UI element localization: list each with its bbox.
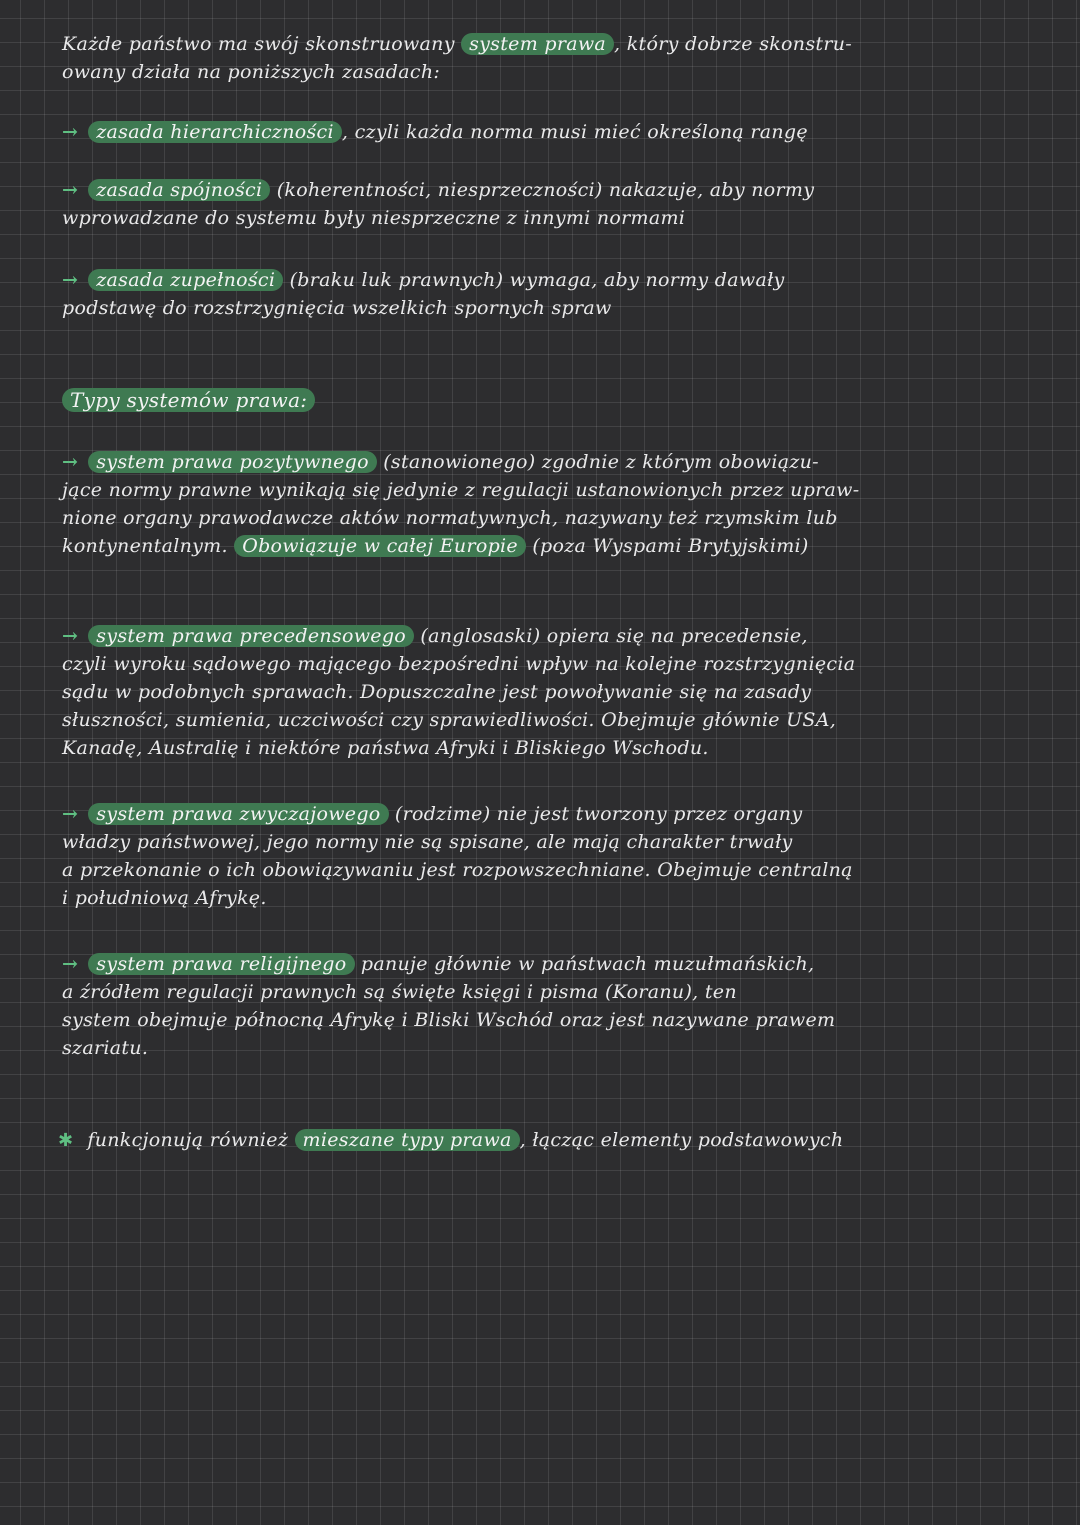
type-precedent-law xyxy=(62,622,1042,762)
note-text: funkcjonują również xyxy=(87,1129,289,1151)
highlight-principle: zasada spójności xyxy=(88,179,270,201)
type-text: panuje głównie w państwach muzułmańskich, xyxy=(354,953,815,975)
highlight-type: system prawa pozytywnego xyxy=(88,451,377,473)
intro-text: Każde państwo ma swój skonstruowany xyxy=(62,33,455,55)
type-text: i południową Afrykę. xyxy=(62,887,267,909)
arrow-icon: → xyxy=(62,451,79,473)
arrow-icon: → xyxy=(62,179,79,201)
types-heading-block xyxy=(62,386,1042,414)
principle-text: (koherentności, niesprzeczności) nakazuje, aby normy xyxy=(270,179,815,201)
intro-line-2: owany działa na poniższych zasadach: xyxy=(62,61,441,83)
type-text: jące normy prawne wynikają się jedynie z regulacji ustanowionych przez upraw- xyxy=(62,479,860,501)
asterisk-icon: ✱ xyxy=(58,1130,74,1151)
type-customary-law xyxy=(62,800,1042,912)
mixed-types-note xyxy=(58,1126,1038,1155)
type-text: a przekonanie o ich obowiązywaniu jest rozpowszechniane. Obejmuje centralną xyxy=(62,859,853,881)
type-text: nione organy prawodawcze aktów normatywnych, nazywany też rzymskim lub xyxy=(62,507,838,529)
highlight-type: system prawa precedensowego xyxy=(88,625,414,647)
type-text: Kanadę, Australię i niektóre państwa Afryki i Bliskiego Wschodu. xyxy=(62,737,709,759)
highlight-type: system prawa religijnego xyxy=(88,953,354,975)
type-text: kontynentalnym. xyxy=(62,535,228,557)
type-text: słuszności, sumienia, uczciwości czy sprawiedliwości. Obejmuje głównie USA, xyxy=(62,709,837,731)
principle-coherence xyxy=(62,176,1042,232)
intro-paragraph xyxy=(62,30,1042,86)
highlight-mixed-types: mieszane typy prawa xyxy=(295,1129,520,1151)
type-text: (stanowionego) zgodnie z którym obowiązu- xyxy=(376,451,819,473)
type-text: (poza Wyspami Brytyjskimi) xyxy=(525,535,809,557)
principle-hierarchy xyxy=(62,118,1042,146)
intro-text-cont: , który dobrze skonstru- xyxy=(614,33,852,55)
type-text: (rodzime) nie jest tworzony przez organy xyxy=(388,803,803,825)
principle-text: (braku luk prawnych) wymaga, aby normy dawały xyxy=(283,269,785,291)
arrow-icon: → xyxy=(62,121,79,143)
type-text: system obejmuje północną Afrykę i Bliski Wschód oraz jest nazywane prawem xyxy=(62,1009,836,1031)
arrow-icon: → xyxy=(62,269,79,291)
principle-text-cont: wprowadzane do systemu były niesprzeczne z innymi normami xyxy=(62,207,686,229)
highlight-principle: zasada zupełności xyxy=(88,269,283,291)
type-text: sądu w podobnych sprawach. Dopuszczalne jest powoływanie się na zasady xyxy=(62,681,812,703)
type-text: (anglosaski) opiera się na precedensie, xyxy=(414,625,808,647)
highlight-principle: zasada hierarchiczności xyxy=(88,121,342,143)
intro-line-1 xyxy=(62,30,1042,58)
type-positive-law xyxy=(62,448,1042,560)
principle-completeness xyxy=(62,266,1042,322)
type-text: czyli wyroku sądowego mającego bezpośredni wpływ na kolejne rozstrzygnięcia xyxy=(62,653,856,675)
highlight-type: system prawa zwyczajowego xyxy=(88,803,388,825)
principle-text-cont: podstawę do rozstrzygnięcia wszelkich spornych spraw xyxy=(62,297,612,319)
highlight-system-prawa: system prawa xyxy=(461,33,614,55)
note-text-cont: , łącząc elementy podstawowych xyxy=(519,1129,844,1151)
principle-text: , czyli każda norma musi mieć określoną rangę xyxy=(341,121,808,143)
arrow-icon: → xyxy=(62,625,79,647)
types-heading: Typy systemów prawa: xyxy=(62,388,315,412)
arrow-icon: → xyxy=(62,803,79,825)
type-text: władzy państwowej, jego normy nie są spisane, ale mają charakter trwały xyxy=(62,831,793,853)
arrow-icon: → xyxy=(62,953,79,975)
highlight-scope: Obowiązuje w całej Europie xyxy=(234,535,526,557)
type-text: a źródłem regulacji prawnych są święte księgi i pisma (Koranu), ten xyxy=(62,981,737,1003)
type-text: szariatu. xyxy=(62,1037,149,1059)
type-religious-law xyxy=(62,950,1042,1062)
